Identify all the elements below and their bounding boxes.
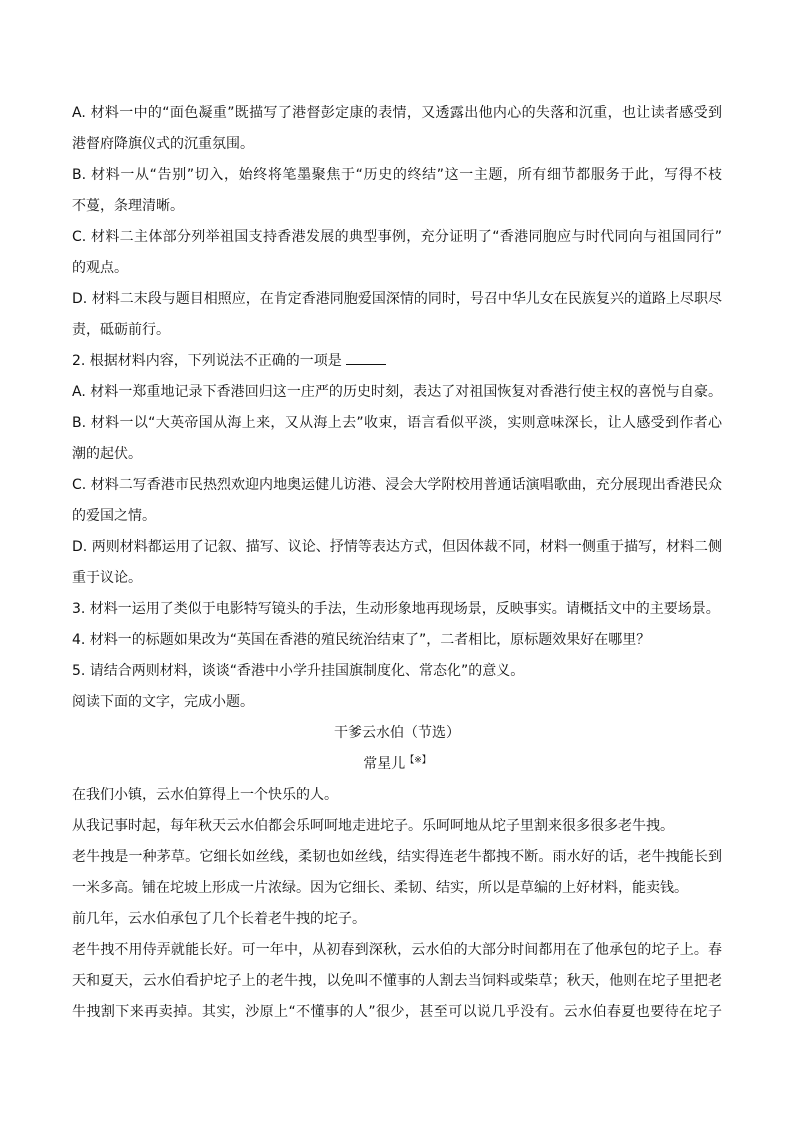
question5: 5. 请结合两则材料，谈谈“香港中小学升挂国旗制度化、常态化”的意义。 [72, 663, 525, 679]
option-q1-b-line1: B. 材料一从“告别”切入，始终将笔墨聚焦于“历史的终结”这一主题，所有细节都服务于此，写得不枝 [72, 167, 722, 183]
option-q1-d-line2: 责，砥砺前行。 [72, 322, 170, 338]
author-footnote-mark: 【※】 [405, 755, 431, 766]
question3: 3. 材料一运用了类似于电影特写镜头的手法，生动形象地再现场景，反映事实。请概括文中的主要场景。 [72, 601, 720, 617]
question1-options [72, 98, 722, 346]
story-paragraph-2: 从我记事时起，每年秋天云水伯都会乐呵呵地走进坨子。乐呵呵地从坨子里割来很多很多老牛拽。 [72, 818, 674, 834]
option-q2-d-line2: 重于议论。 [72, 570, 142, 586]
reading-intro: 阅读下面的文字，完成小题。 [72, 694, 254, 710]
option-q1-c-line2: 的观点。 [72, 260, 128, 276]
option-q1-c-line1: C. 材料二主体部分列举祖国支持香港发展的典型事例，充分证明了“香港同胞应与时代同向与祖国同行” [72, 229, 722, 245]
story-body [72, 780, 722, 1028]
question4: 4. 材料一的标题如果改为“英国在香港的殖民统治结束了”，二者相比，原标题效果好在哪里？ [72, 632, 651, 648]
option-q2-d-line1: D. 两则材料都运用了记叙、描写、议论、抒情等表达方式，但因体裁不同，材料一侧重于描写，材料二侧 [72, 539, 722, 555]
option-q1-a-line1: A. 材料一中的“面色凝重”既描写了港督彭定康的表情，又透露出他内心的失落和沉重，也让读者感受到 [72, 105, 722, 121]
story-paragraph-5-line2: 天和夏天，云水伯看护坨子上的老牛拽，以免叫不懂事的人割去当饲料或柴草；秋天，他则在坨子里把老 [72, 973, 722, 989]
option-q2-b-line1: B. 材料一以“大英帝国从海上来，又从海上去”收束，语言看似平淡，实则意味深长，让人感受到作者心 [72, 415, 722, 431]
question2-stem [72, 346, 722, 377]
option-q2-c-line1: C. 材料二写香港市民热烈欢迎内地奥运健儿访港、浸会大学附校用普通话演唱歌曲，充分展现出香港民众 [72, 477, 722, 493]
story-title: 干爹云水伯（节选） [334, 725, 460, 741]
question2-text: 2. 根据材料内容，下列说法不正确的一项是 [72, 353, 347, 369]
story-paragraph-5-line3: 牛拽割下来再卖掉。其实，沙原上“不懂事的人”很少，甚至可以说几乎没有。云水伯春夏也要待在坨子 [72, 1004, 722, 1020]
story-paragraph-3-line1: 老牛拽是一种茅草。它细长如丝线，柔韧也如丝线，结实得连老牛都拽不断。雨水好的话，老牛拽能长到 [72, 849, 722, 865]
story-paragraph-4: 前几年，云水伯承包了几个长着老牛拽的坨子。 [72, 911, 366, 927]
option-q1-a-line2: 港督府降旗仪式的沉重氛围。 [72, 136, 254, 152]
story-paragraph-5-line1: 老牛拽不用侍弄就能长好。可一年中，从初春到深秋，云水伯的大部分时间都用在了他承包的坨子上。春 [72, 942, 722, 958]
document-body [72, 98, 722, 1028]
option-q2-b-line2: 潮的起伏。 [72, 446, 142, 462]
option-q2-c-line2: 的爱国之情。 [72, 508, 156, 524]
story-paragraph-1: 在我们小镇，云水伯算得上一个快乐的人。 [72, 787, 338, 803]
answer-blank[interactable] [346, 348, 386, 365]
option-q1-d-line1: D. 材料二末段与题目相照应，在肯定香港同胞爱国深情的同时，号召中华儿女在民族复兴的道路上尽职尽 [72, 291, 722, 307]
story-paragraph-3-line2: 一米多高。铺在坨坡上形成一片浓绿。因为它细长、柔韧、结实，所以是草编的上好材料，能卖钱。 [72, 880, 688, 896]
option-q1-b-line2: 不蔓，条理清晰。 [72, 198, 184, 214]
story-author-line [72, 749, 722, 780]
question2-options [72, 377, 722, 594]
option-q2-a-line1: A. 材料一郑重地记录下香港回归这一庄严的历史时刻，表达了对祖国恢复对香港行使主权的喜悦与自豪。 [72, 384, 722, 400]
story-author: 常星儿 [363, 756, 406, 772]
